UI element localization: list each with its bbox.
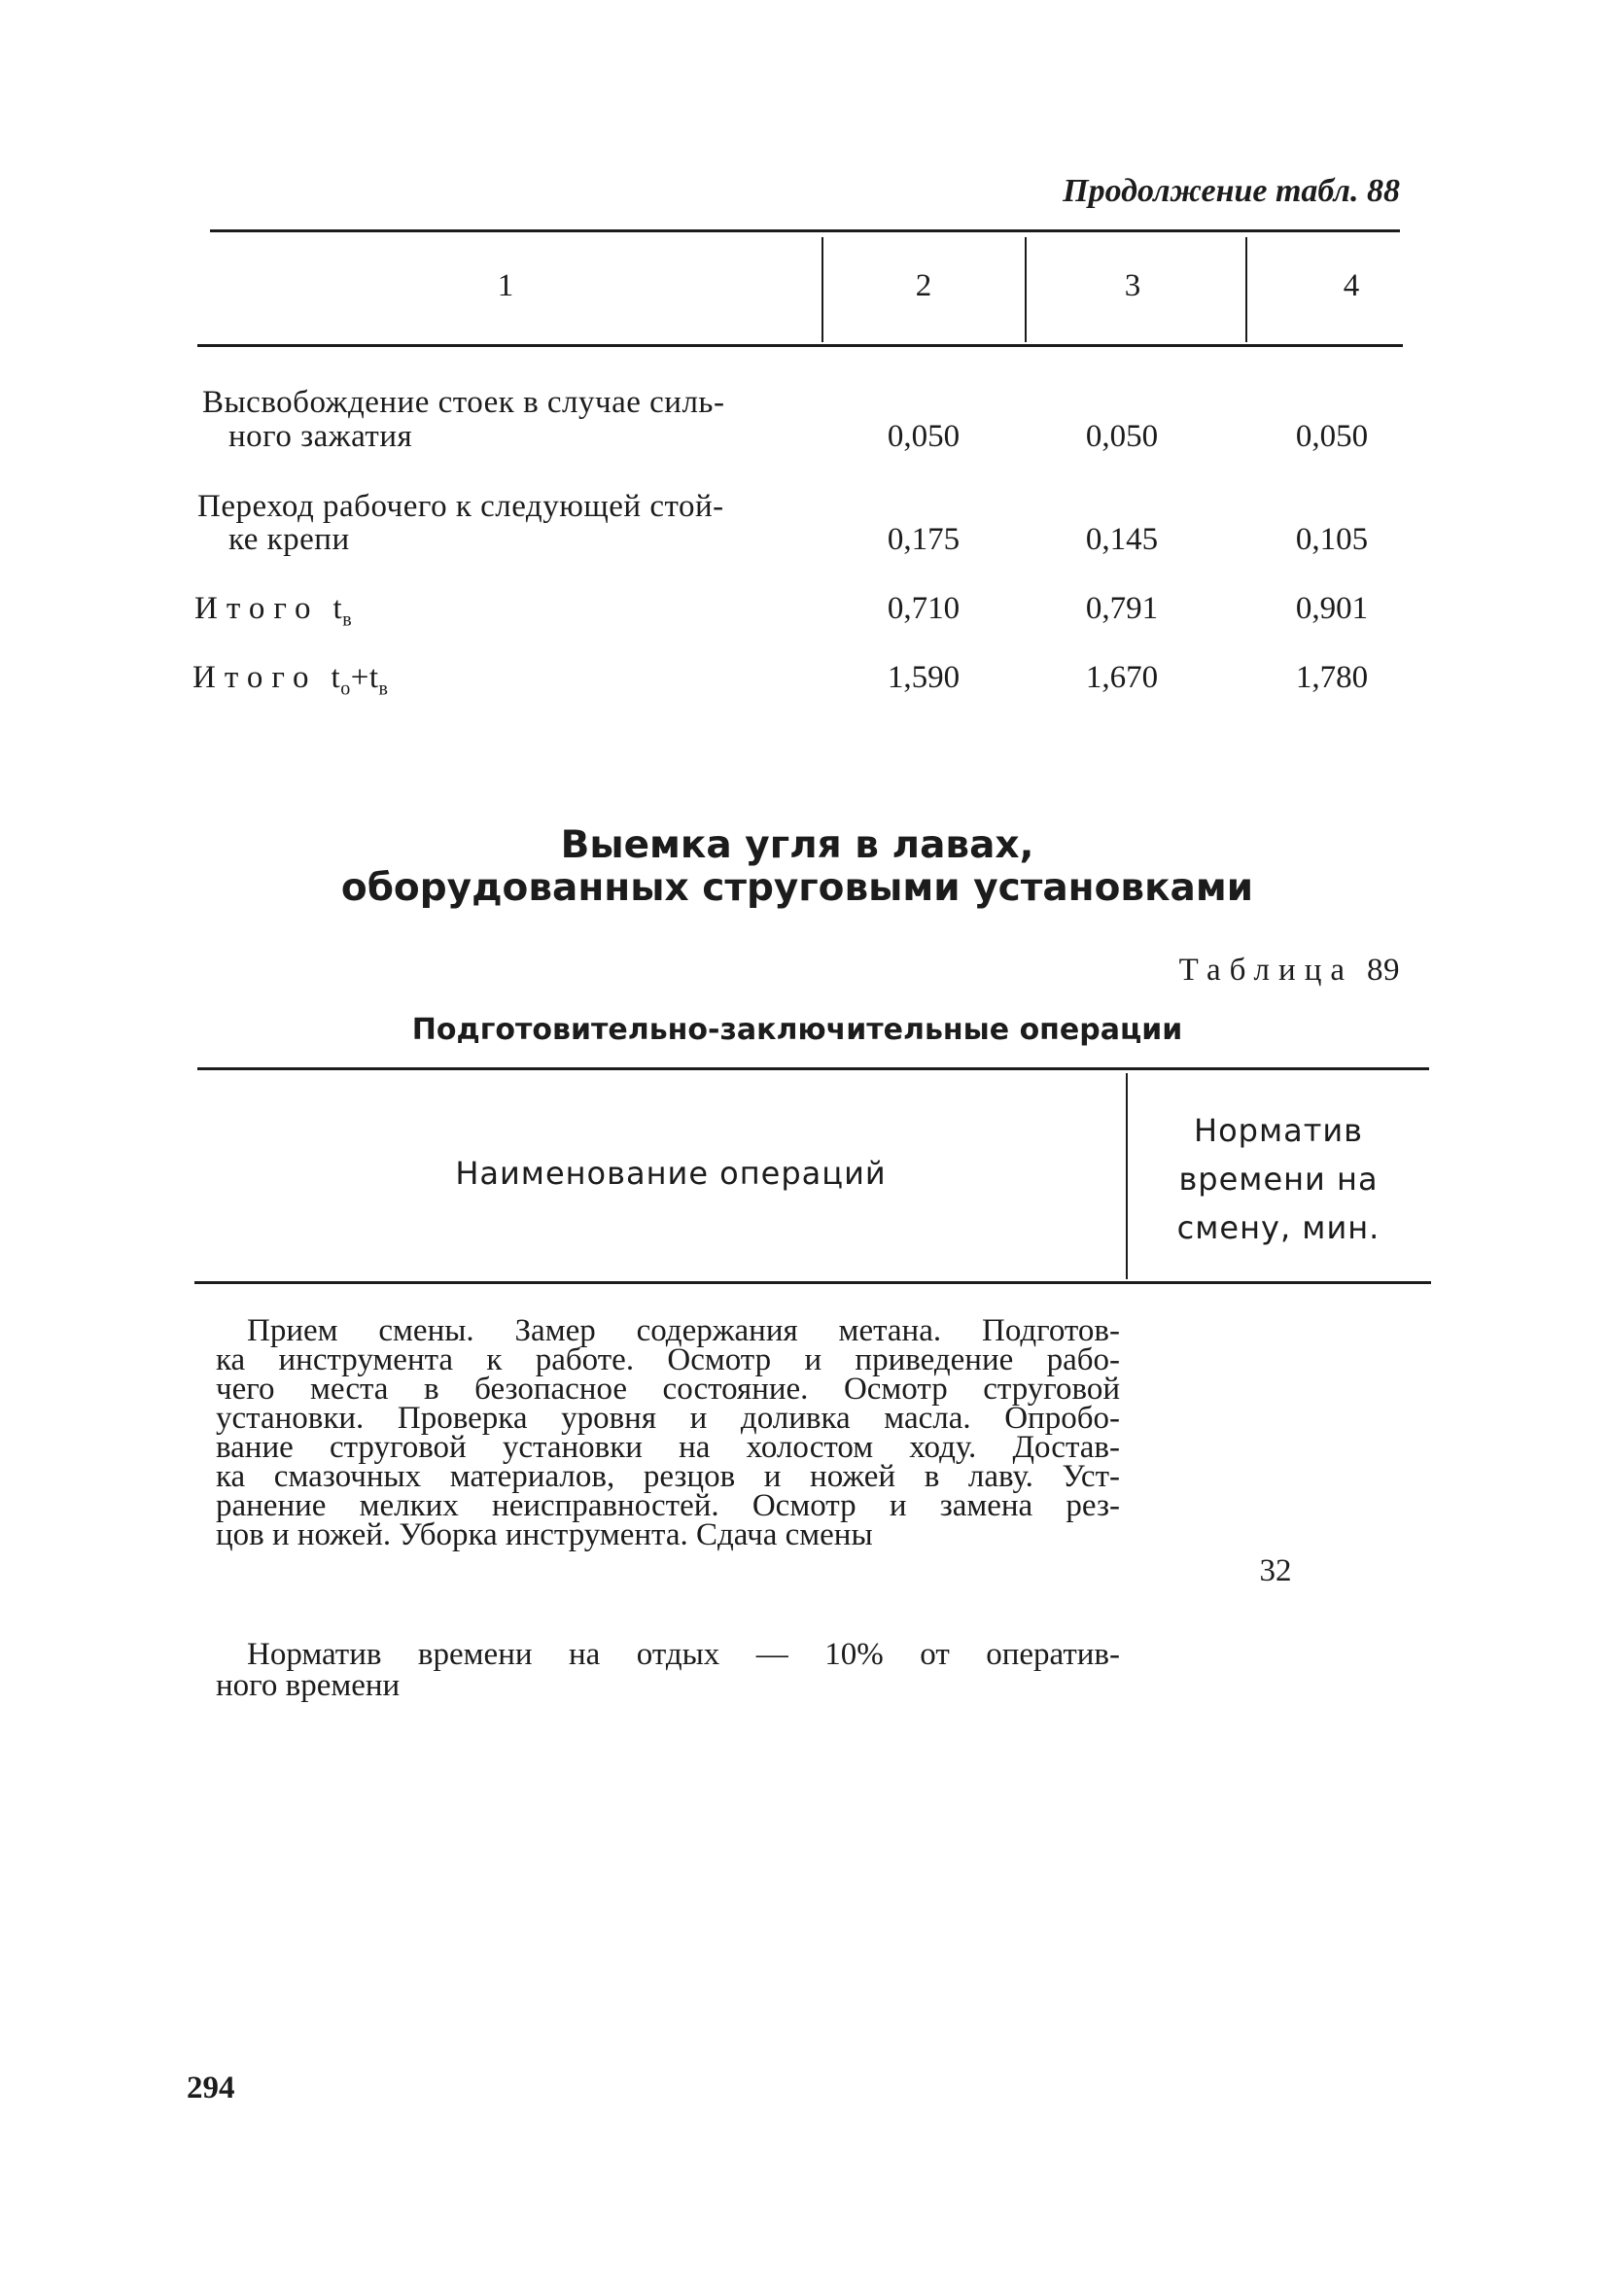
column-header-1: 1 [497, 268, 514, 303]
column-header-norm [1137, 1106, 1419, 1252]
cell-value: 0,105 [1295, 522, 1369, 557]
column-header-3: 3 [1124, 268, 1141, 303]
description-line: Прием смены. Замер содержания метана. Подготов- [247, 1313, 1120, 1348]
table-header-rule [194, 1281, 1431, 1284]
row-label-continuation: ного зажатия [228, 419, 413, 454]
cell-value: 0,710 [887, 591, 961, 626]
table-89-subtitle: Подготовительно-заключительные операции [411, 1013, 1183, 1047]
description-line: чего места в безопасное состояние. Осмотр струговой [216, 1372, 1120, 1407]
note-line: ного времени [216, 1668, 401, 1703]
table-header-rule [197, 344, 1403, 347]
description-line: ранение мелких неисправностей. Осмотр и замена рез- [216, 1488, 1120, 1523]
page-number: 294 [187, 2070, 235, 2105]
description-line: ка смазочных материалов, резцов и ножей в лаву. Уст- [216, 1459, 1120, 1494]
column-header-2: 2 [915, 268, 932, 303]
cell-value: 1,670 [1085, 660, 1159, 695]
row-label-continuation: ке крепи [228, 522, 350, 557]
table-top-rule [210, 229, 1400, 232]
time-subscript: в [378, 678, 389, 700]
header-line: Норматив [1194, 1112, 1363, 1149]
section-title [194, 824, 1400, 910]
operation-description [216, 1313, 1120, 1552]
plus-sign: + [350, 660, 369, 695]
header-line: смену, мин. [1176, 1209, 1381, 1246]
description-line: цов и ножей. Уборка инструмента. Сдача смены [216, 1517, 873, 1552]
column-divider [1126, 1073, 1128, 1279]
cell-value: 0,901 [1295, 591, 1369, 626]
table-89-label [1137, 955, 1400, 987]
cell-value: 0,145 [1085, 522, 1159, 557]
column-divider [1025, 237, 1027, 342]
header-line: времени на [1178, 1161, 1379, 1198]
cell-value: 0,791 [1085, 591, 1159, 626]
column-header-name: Наименование операций [455, 1155, 887, 1192]
total-row-label [192, 662, 388, 706]
cell-value: 0,050 [1085, 419, 1159, 454]
column-header-4: 4 [1343, 268, 1360, 303]
time-subscript: о [340, 678, 351, 700]
cell-value: 0,050 [1295, 419, 1369, 454]
time-subscript: в [342, 609, 353, 631]
table-top-rule [197, 1067, 1429, 1070]
row-label: Переход рабочего к следующей стой- [197, 489, 724, 524]
section-title-line: оборудованных струговыми установками [340, 866, 1254, 910]
table-number: 89 [1367, 953, 1400, 988]
continuation-caption: Продолжение табл. 88 [1063, 173, 1400, 209]
note-line: Норматив времени на отдых — 10% от оператив- [247, 1637, 1120, 1672]
column-divider [1245, 237, 1247, 342]
description-line: вание струговой установки на холостом ходу. Достав- [216, 1430, 1120, 1465]
cell-value: 0,050 [887, 419, 961, 454]
norm-value: 32 [1259, 1553, 1292, 1588]
cell-value: 0,175 [887, 522, 961, 557]
row-label: Высвобождение стоек в случае силь- [202, 385, 725, 420]
description-line: установки. Проверка уровня и доливка масла. Опробо- [216, 1401, 1120, 1436]
cell-value: 1,590 [887, 660, 961, 695]
cell-value: 1,780 [1295, 660, 1369, 695]
section-title-line: Выемка угля в лавах, [560, 823, 1034, 867]
time-symbol: t [368, 660, 379, 695]
rest-norm-note [216, 1639, 1120, 1701]
time-symbol: t [331, 660, 341, 695]
table-word: Таблица [1178, 953, 1353, 988]
total-row-label [194, 593, 352, 637]
description-line: ка инструмента к работе. Осмотр и приведение рабо- [216, 1342, 1120, 1377]
total-word: Итого [192, 660, 318, 695]
total-word: Итого [194, 591, 320, 626]
time-symbol: t [332, 591, 343, 626]
column-divider [821, 237, 823, 342]
